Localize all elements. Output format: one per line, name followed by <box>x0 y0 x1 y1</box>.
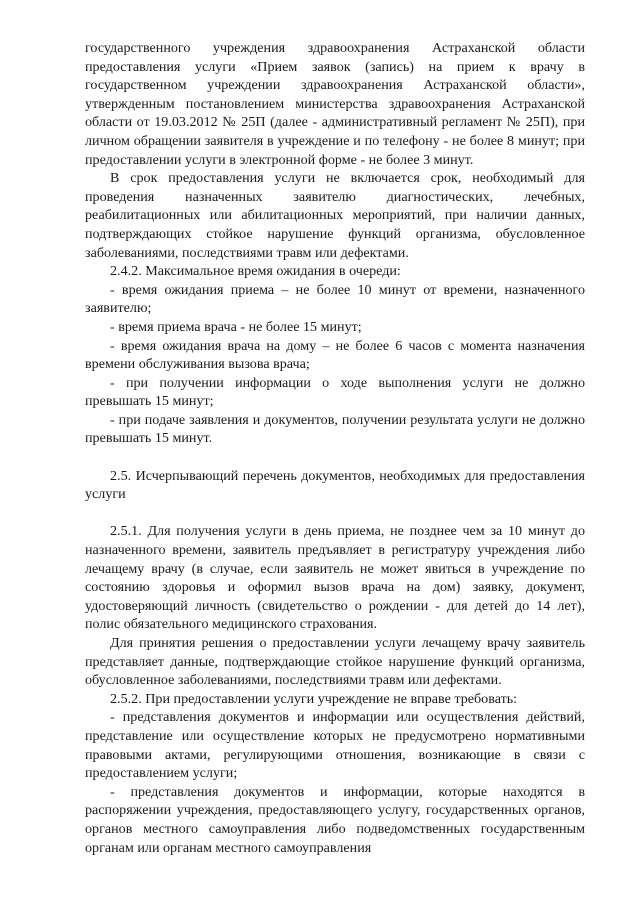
list-item-application-submit: - при подаче заявления и документов, получении результата услуги не должно превышать 15 минут. <box>85 411 585 447</box>
list-item-info-request: - при получении информации о ходе выполнения услуги не должно превышать 15 минут; <box>85 374 585 410</box>
list-item-home-visit-wait: - время ожидания врача на дому – не более 6 часов с момента назначения времени обслуживания вызова врача; <box>85 337 585 373</box>
paragraph-2-5-2: 2.5.2. При предоставлении услуги учреждение не вправе требовать: <box>110 690 518 707</box>
document-body <box>85 39 585 857</box>
spacer <box>85 448 585 467</box>
list-item-doctor-time: - время приема врача - не более 15 минут; <box>110 318 362 335</box>
list-item-reception-wait: - время ожидания приема – не более 10 минут от времени, назначенного заявителю; <box>85 281 585 317</box>
paragraph-2-4-2: 2.4.2. Максимальное время ожидания в очереди: <box>110 263 401 280</box>
paragraph-decision-data: Для принятия решения о предоставлении услуги лечащему врачу заявитель представляет данные, подтверждающие стойкое нарушение функций организма, обусловленное заболеваниями, последствиями травм или дефектами. <box>85 635 585 689</box>
list-item-prohibited-info: - представления документов и информации, которые находятся в распоряжении учреждения, предоставляющего услугу, государственных органов, органов местного самоуправления либо подведомственных государственным органам или органам местного самоуправления <box>85 783 585 856</box>
section-heading-2-5: 2.5. Исчерпывающий перечень документов, необходимых для предоставления услуги <box>85 467 585 503</box>
paragraph-regulation-continuation: государственного учреждения здравоохранения Астраханской области предоставления услуги «Прием заявок (запись) на прием к врачу в государственном учреждении здравоохранения Астраханской области», утвержденным постановлением министерства здравоохранения Астраханской области от 19.03.2012 № 25П (далее - административный регламент № 25П), при личном обращении заявителя в учреждение и по телефону - не более 8 минут; при предоставлении услуги в электронной форме - не более 3 минут. <box>85 40 585 168</box>
paragraph-2-5-1: 2.5.1. Для получения услуги в день приема, не позднее чем за 10 минут до назначенного времени, заявитель предъявляет в регистратуру учреждения либо лечащему врачу (в случае, если заявитель не может явиться в учреждение по состоянию здоровья и оформил вызов врача на дом) заявку, документ, удостоверяющий личность (свидетельство о рождении - для детей до 14 лет), полис обязательного медицинского страхования. <box>85 523 585 633</box>
list-item-prohibited-docs: - представления документов и информации или осуществления действий, представление или осуществление которых не предусмотрено нормативными правовыми актами, регулирующими отношения, возникающие в связи с предоставлением услуги; <box>85 709 585 782</box>
spacer <box>85 504 585 523</box>
paragraph-service-period: В срок предоставления услуги не включается срок, необходимый для проведения назначенных заявителю диагностических, лечебных, реабилитационных или абилитационных мероприятий, при наличии данных, подтверждающих стойкое нарушение функций организма, обусловленное заболеваниями, последствиями травм или дефектами. <box>85 170 585 261</box>
